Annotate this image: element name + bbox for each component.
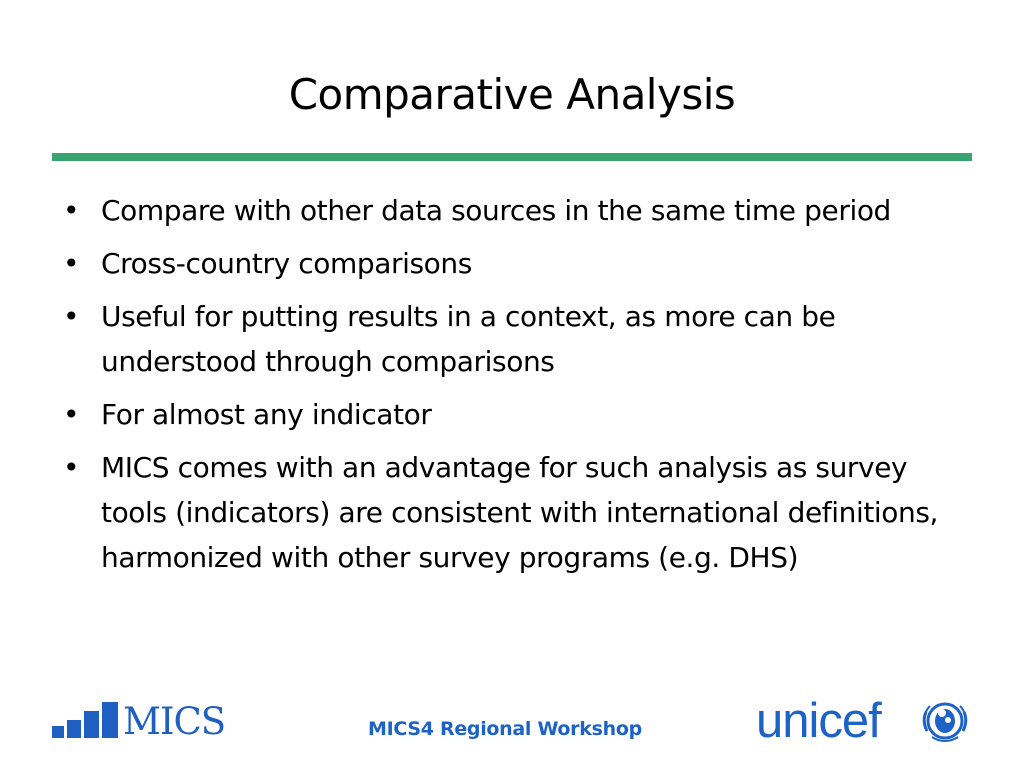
mics-logo (52, 700, 252, 743)
mics-logo-bar (52, 726, 64, 738)
bullet-icon: • (62, 194, 80, 227)
unicef-emblem-icon (920, 698, 970, 744)
mics-logo-bar (102, 702, 118, 738)
mics-logo-bar (67, 720, 81, 738)
bullet-item (60, 294, 980, 384)
bullet-item (60, 241, 980, 286)
mics-logo-bar (84, 711, 99, 738)
bullet-text: For almost any indicator (101, 398, 432, 431)
mics-logo-text: MICS (123, 700, 226, 743)
bullet-list (60, 188, 980, 588)
bullet-text: Useful for putting results in a context, as more can be understood through comparisons (101, 300, 836, 378)
bullet-item (60, 445, 980, 580)
bullet-item (60, 392, 980, 437)
bullet-text: MICS comes with an advantage for such analysis as survey tools (indicators) are consistent with international definitions, harmonized with other survey programs (e.g. DHS) (101, 451, 939, 574)
bullet-icon: • (62, 300, 80, 333)
bullet-item (60, 188, 980, 233)
bullet-text: Compare with other data sources in the same time period (101, 194, 891, 227)
bullet-icon: • (62, 247, 80, 280)
unicef-logo (756, 694, 986, 748)
unicef-logo-text: unicef (756, 694, 881, 748)
workshop-label: MICS4 Regional Workshop (368, 718, 642, 740)
bullet-icon: • (62, 398, 80, 431)
bullet-icon: • (62, 451, 80, 484)
bullet-text: Cross-country comparisons (101, 247, 472, 280)
slide-title: Comparative Analysis (288, 70, 736, 119)
title-divider (52, 153, 972, 161)
